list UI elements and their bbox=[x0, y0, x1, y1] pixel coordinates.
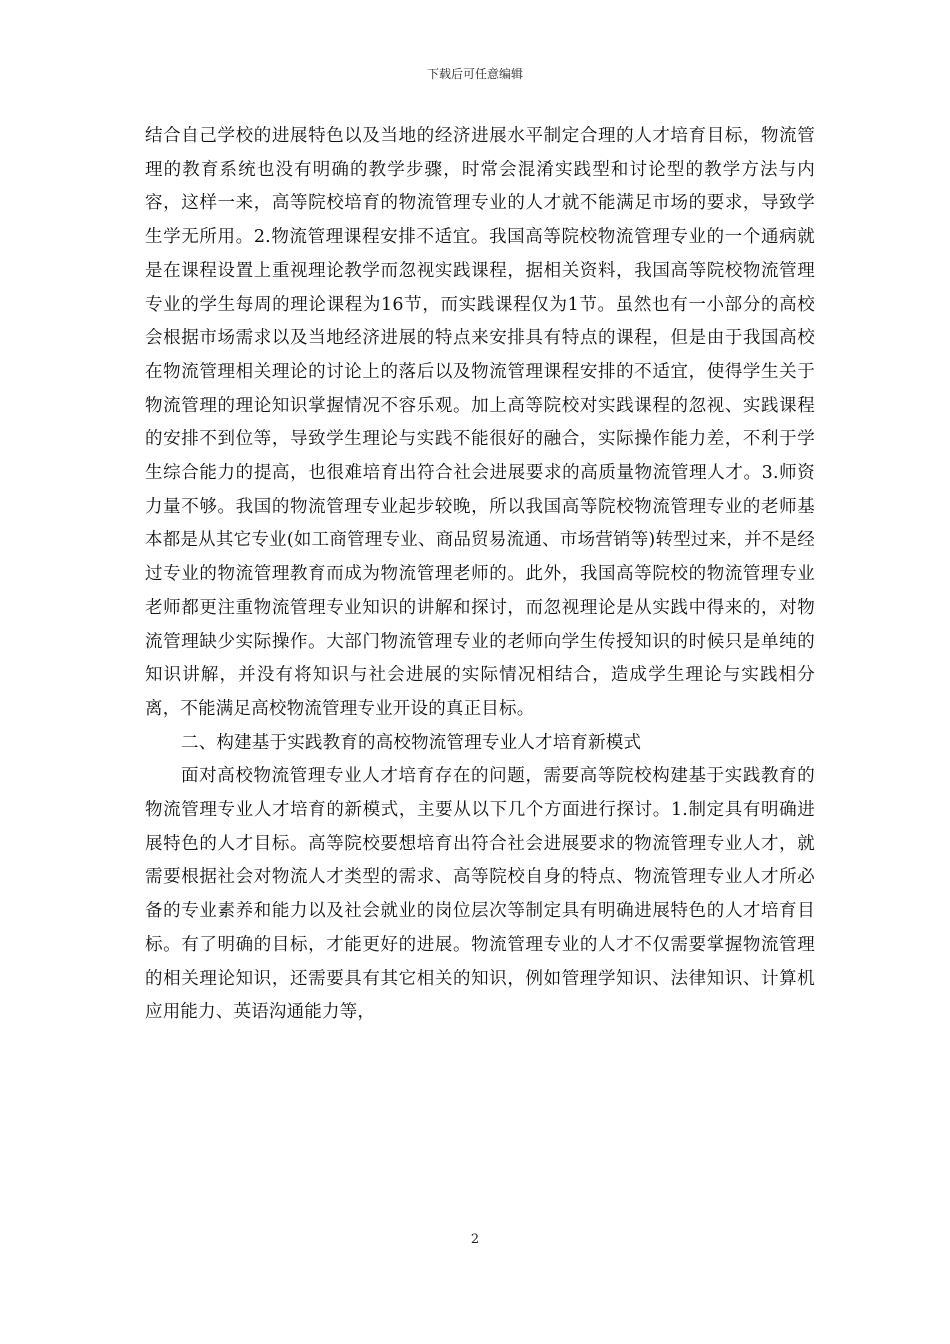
document-body bbox=[145, 120, 815, 1030]
body-paragraph-2: 面对高校物流管理专业人才培育存在的问题，需要高等院校构建基于实践教育的物流管理专业人才培育的新模式，主要从以下几个方面进行探讨。1.制定具有明确进展特色的人才目标。高等院校要想培育出符合社会进展要求的物流管理专业人才，就需要根据社会对物流人才类型的需求、高等院校自身的特点、物流管理专业人才所必备的专业素养和能力以及社会就业的岗位层次等制定具有明确进展特色的人才培育目标。有了明确的目标，才能更好的进展。物流管理专业的人才不仅需要掌握物流管理的相关理论知识，还需要具有其它相关的知识，例如管理学知识、法律知识、计算机应用能力、英语沟通能力等， bbox=[145, 766, 815, 1023]
section-heading: 二、构建基于实践教育的高校物流管理专业人才培育新模式 bbox=[181, 732, 642, 753]
page-header: 下载后可任意编辑 bbox=[426, 67, 523, 81]
body-paragraph-1: 结合自己学校的进展特色以及当地的经济进展水平制定合理的人才培育目标，物流管理的教育系统也没有明确的教学步骤，时常会混淆实践型和讨论型的教学方法与内容，这样一来，高等院校培育的物流管理专业的人才就不能满足市场的要求，导致学生学无所用。2.物流管理课程安排不适宜。我国高等院校物流管理专业的一个通病就是在课程设置上重视理论教学而忽视实践课程，据相关资料，我国高等院校物流管理专业的学生每周的理论课程为16节，而实践课程仅为1节。虽然也有一小部分的高校会根据市场需求以及当地经济进展的特点来安排具有特点的课程，但是由于我国高校在物流管理相关理论的讨论上的落后以及物流管理课程安排的不适宜，使得学生关于物流管理的理论知识掌握情况不容乐观。加上高等院校对实践课程的忽视、实践课程的安排不到位等，导致学生理论与实践不能很好的融合，实际操作能力差，不利于学生综合能力的提高，也很难培育出符合社会进展要求的高质量物流管理人才。3.师资力量不够。我国的物流管理专业起步较晚，所以我国高等院校物流管理专业的老师基本都是从其它专业(如工商管理专业、商品贸易流通、市场营销等)转型过来，并不是经过专业的物流管理教育而成为物流管理老师的。此外，我国高等院校的物流管理专业老师都更注重物流管理专业知识的讲解和探讨，而忽视理论是从实践中得来的，对物流管理缺少实际操作。大部门物流管理专业的老师向学生传授知识的时候只是单纯的知识讲解，并没有将知识与社会进展的实际情况相结合，造成学生理论与实践相分离，不能满足高校物流管理专业开设的真正目标。 bbox=[145, 126, 815, 719]
page-number: 2 bbox=[470, 1232, 480, 1247]
